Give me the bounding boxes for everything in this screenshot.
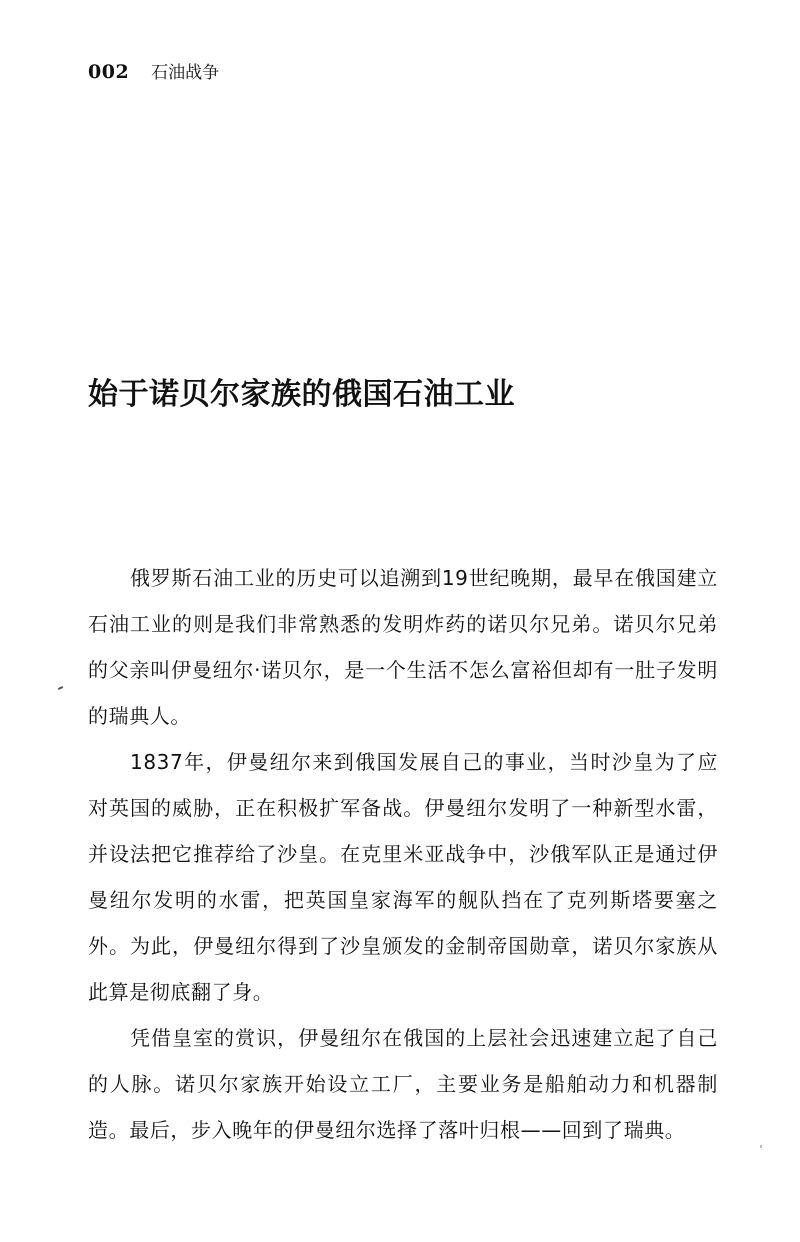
page-number: 002 bbox=[88, 61, 130, 83]
scan-speck bbox=[760, 1145, 762, 1148]
scan-mark bbox=[58, 686, 63, 690]
paragraph-2: 1837年，伊曼纽尔来到俄国发展自己的事业，当时沙皇为了应对英国的威胁，正在积极扩军备战。伊曼纽尔发明了一种新型水雷，并设法把它推荐给了沙皇。在克里米亚战争中，沙俄军队正是通过伊曼纽尔发明的水雷，把英国皇家海军的舰队挡在了克列斯塔要塞之外。为此，伊曼纽尔得到了沙皇颁发的金制帝国勋章，诺贝尔家族从此算是彻底翻了身。 bbox=[88, 750, 718, 1004]
chapter-title: 始于诺贝尔家族的俄国石油工业 bbox=[88, 377, 515, 412]
paragraph-3: 凭借皇室的赏识，伊曼纽尔在俄国的上层社会迅速建立起了自己的人脉。诺贝尔家族开始设立工厂，主要业务是船舶动力和机器制造。最后，步入晚年的伊曼纽尔选择了落叶归根——回到了瑞典。 bbox=[88, 1026, 718, 1142]
book-title: 石油战争 bbox=[151, 63, 220, 83]
paragraph-1: 俄罗斯石油工业的历史可以追溯到19世纪晚期，最早在俄国建立石油工业的则是我们非常熟悉的发明炸药的诺贝尔兄弟。诺贝尔兄弟的父亲叫伊曼纽尔·诺贝尔，是一个生活不怎么富裕但却有一肚子发明的瑞典人。 bbox=[88, 566, 718, 728]
running-head bbox=[88, 58, 219, 88]
body-text bbox=[88, 555, 718, 1153]
